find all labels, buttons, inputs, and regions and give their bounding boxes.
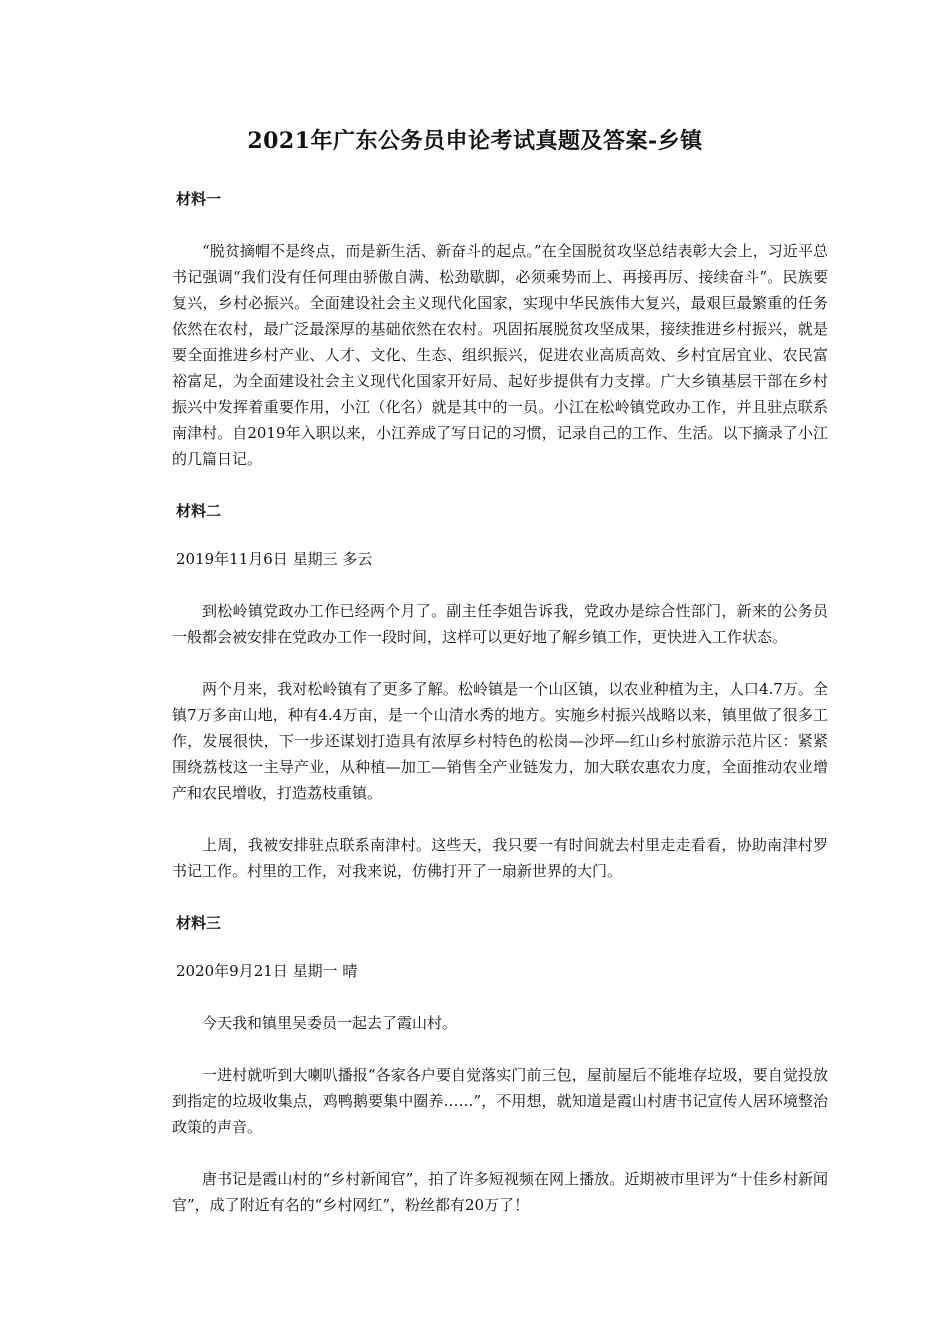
section-heading-1: 材料一 bbox=[176, 190, 222, 208]
paragraph: 唐书记是霞山村的“乡村新闻官”，拍了许多短视频在网上播放。近期被市里评为“十佳乡村新闻官”，成了附近有名的“乡村网红”，粉丝都有20万了！ bbox=[172, 1170, 828, 1214]
section-heading-2: 材料二 bbox=[176, 502, 222, 520]
paragraph: 到松岭镇党政办工作已经两个月了。副主任李姐告诉我，党政办是综合性部门，新来的公务员一般都会被安排在党政办工作一段时间，这样可以更好地了解乡镇工作，更快进入工作状态。 bbox=[172, 602, 828, 646]
paragraph: “脱贫摘帽不是终点，而是新生活、新奋斗的起点。”在全国脱贫攻坚总结表彰大会上，习近平总书记强调“我们没有任何理由骄傲自满、松劲歇脚，必须乘势而上、再接再厉、接续奋斗”。民族要复兴，乡村必振兴。全面建设社会主义现代化国家，实现中华民族伟大复兴，最艰巨最繁重的任务依然在农村，最广泛最深厚的基础依然在农村。巩固拓展脱贫攻坚成果，接续推进乡村振兴，就是要全面推进乡村产业、人才、文化、生态、组织振兴，促进农业高质高效、乡村宜居宜业、农民富裕富足，为全面建设社会主义现代化国家开好局、起好步提供有力支撑。广大乡镇基层干部在乡村振兴中发挥着重要作用，小江（化名）就是其中的一员。小江在松岭镇党政办工作，并且驻点联系南津村。自2019年入职以来，小江养成了写日记的习惯，记录自己的工作、生活。以下摘录了小江的几篇日记。 bbox=[172, 242, 828, 468]
paragraph: 今天我和镇里吴委员一起去了霞山村。 bbox=[202, 1014, 458, 1032]
document-body bbox=[172, 186, 828, 1218]
paragraph: 上周，我被安排驻点联系南津村。这些天，我只要一有时间就去村里走走看看，协助南津村罗书记工作。村里的工作，对我来说，仿佛打开了一扇新世界的大门。 bbox=[172, 836, 828, 880]
paragraph: 两个月来，我对松岭镇有了更多了解。松岭镇是一个山区镇，以农业种植为主，人口4.7万。全镇7万多亩山地，种有4.4万亩，是一个山清水秀的地方。实施乡村振兴战略以来，镇里做了很多工作，发展很快，下一步还谋划打造具有浓厚乡村特色的松岗—沙坪—红山乡村旅游示范片区：紧紧围绕荔枝这一主导产业，从种植—加工—销售全产业链发力，加大联农惠农力度，全面推动农业增产和农民增收，打造荔枝重镇。 bbox=[172, 680, 828, 802]
document-title: 2021年广东公务员申论考试真题及答案-乡镇 bbox=[247, 128, 703, 154]
paragraph: 一进村就听到大喇叭播报“各家各户要自觉落实门前三包，屋前屋后不能堆存垃圾，要自觉投放到指定的垃圾收集点，鸡鸭鹅要集中圈养……”，不用想，就知道是霞山村唐书记宣传人居环境整治政策的声音。 bbox=[172, 1066, 828, 1136]
section-heading-3: 材料三 bbox=[176, 914, 222, 932]
diary-dateline: 2020年9月21日 星期一 晴 bbox=[176, 962, 358, 980]
diary-dateline: 2019年11月6日 星期三 多云 bbox=[176, 550, 373, 568]
